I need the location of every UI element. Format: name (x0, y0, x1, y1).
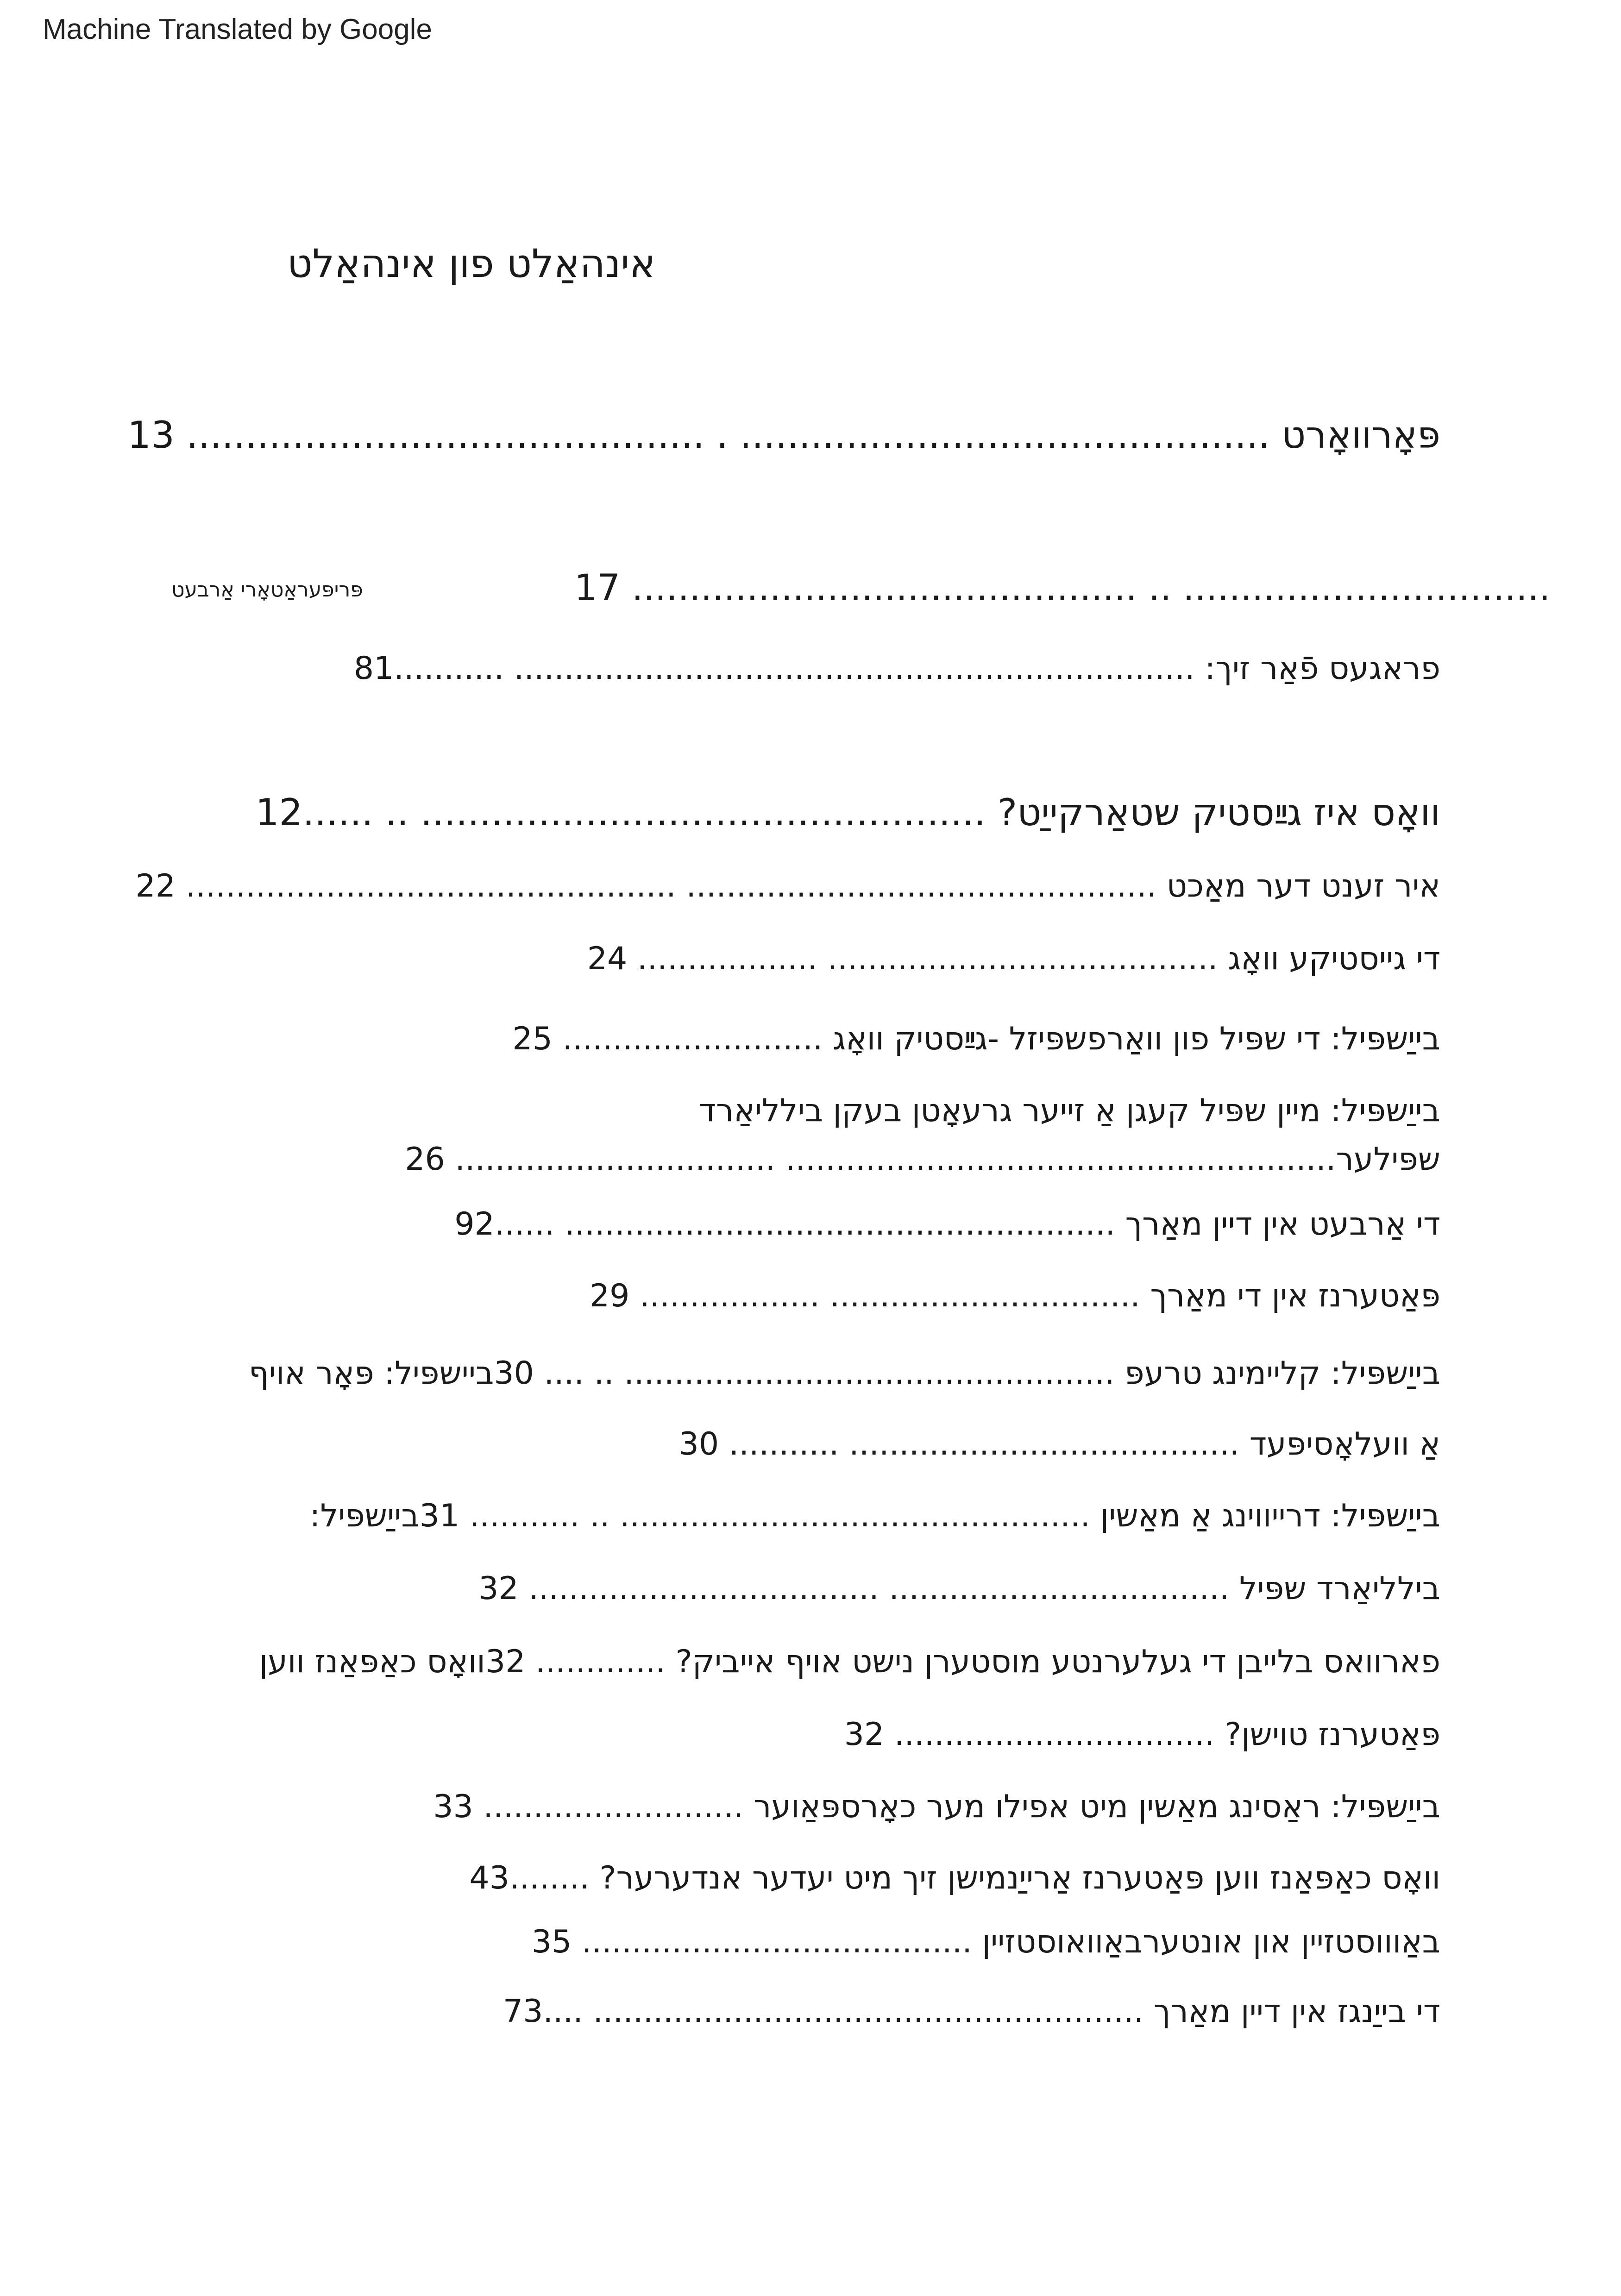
toc-entry: בייַשפּיל: קליימינג טרעפּ ................................................. .. .... 30ביישפּיל: פּאָר אויף (248, 1355, 1440, 1392)
toc-entry: די אַרבעט אין דיין מאַרך ....................................................... ......92 (454, 1206, 1440, 1242)
toc-entry: בייַשפּיל: ראַסינג מאַשין מיט אפילו מער כאָרספּאַוער .......................... 33 (433, 1788, 1440, 1825)
toc-entry: בילליאַרד שפּיל .................................. ................................... 32 (478, 1570, 1440, 1607)
toc-side-label: פּריפּעראַטאָרי אַרבעט (171, 578, 363, 602)
toc-entry: פּאַטערנז אין די מאַרך ............................... .................. 29 (589, 1278, 1440, 1314)
toc-entry: פּאַטערנז טוישן? ................................ 32 (844, 1716, 1440, 1753)
toc-entry: אַ וועלאָסיפּעד ....................................... ........... 30 (679, 1426, 1440, 1462)
toc-entry: די בייַנגז אין דיין מאַרך ....................................................... ....73 (503, 1993, 1440, 2030)
page-title: אינהאַלט פון אינהאַלט (287, 241, 656, 286)
toc-entry-foreword: פּאָרוואָרט ............................................. . ............................................ 13 (127, 414, 1440, 457)
machine-translation-banner: Machine Translated by Google (43, 13, 432, 45)
toc-entry: איר זענט דער מאַכט ............................................... ................................................. 22 (135, 868, 1440, 904)
toc-entry: די גייסטיקע וואָג ....................................... .................. 24 (587, 941, 1440, 977)
toc-entry: פארוואס בלייבן די געלערנטע מוסטערן נישט אויף אייביק? ............. 32וואָס כאַפּאַנז ווען (259, 1644, 1440, 1680)
toc-entry-page-17: 17 ............................................ .. ................................ (574, 567, 1551, 609)
toc-entry: וואָס כאַפּאַנז ווען פּאַטערנז אַרייַנמישן זיך מיט יעדער אנדערער? ........43 (469, 1860, 1440, 1896)
toc-entry: בייַשפּיל: דרייווינג אַ מאַשין ............................................... .. ........... 31בייַשפּיל: (309, 1498, 1440, 1534)
toc-entry: וואָס איז גײַסטיק שטאַרקייַט? ................................................ .. ......12 (255, 791, 1440, 834)
toc-entry: פראגעס פֿאַר זיך: .................................................................... ...........81 (353, 650, 1440, 687)
toc-entry: בייַשפּיל: מיין שפּיל קעגן אַ זייער גרעאָטן בעקן בילליאַרד (698, 1092, 1440, 1129)
toc-entry: שפּילער....................................................... ................................ 26 (405, 1141, 1440, 1178)
toc-entry: בייַשפּיל: די שפּיל פון וואַרפשפּיזל -גײַסטיק וואָג .......................... 25 (512, 1021, 1440, 1057)
toc-entry: באַוווסטזיין און אונטערבאַוואוסטזיין ....................................... 35 (531, 1924, 1440, 1960)
